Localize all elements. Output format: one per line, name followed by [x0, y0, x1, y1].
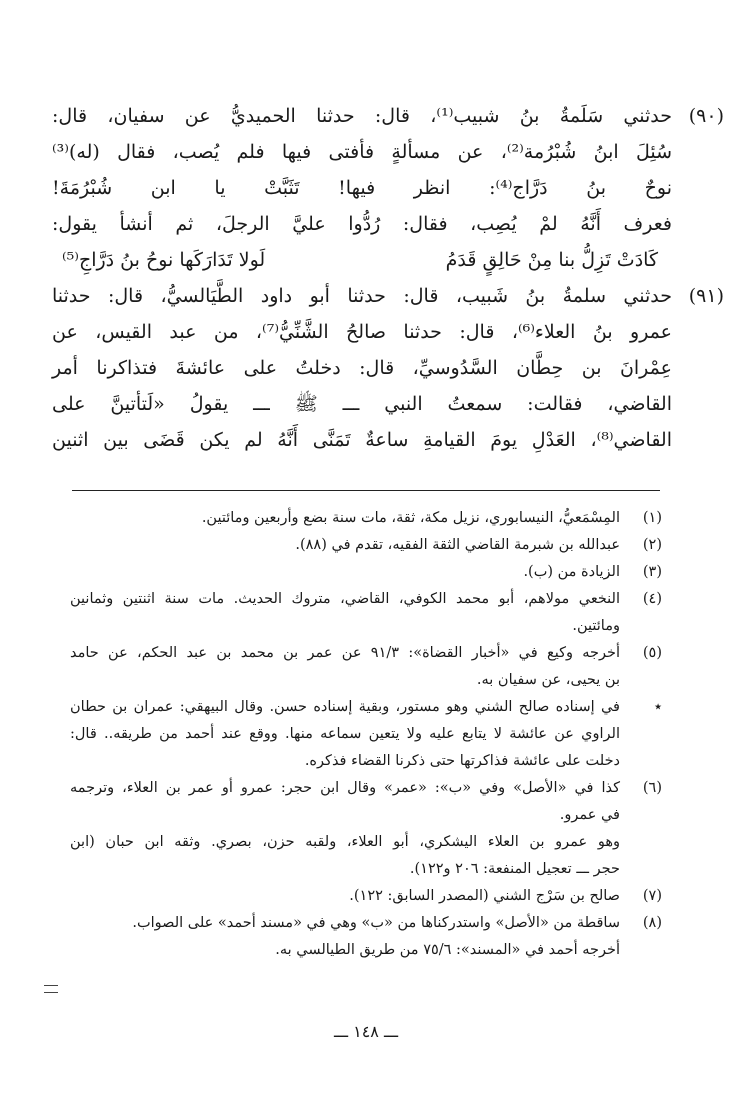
margin-mark	[44, 985, 58, 993]
footnotes	[70, 505, 660, 964]
footnote: (٧) صالح بن سَرْج الشني (المصدر السابق: ١٢٢).	[349, 888, 662, 904]
footnote: (٤) النخعي مولاهم، أبو محمد الكوفي، القاضي، متروك الحديث. مات سنة اثنتين وثمانين	[70, 591, 662, 607]
footnote-continuation: في عمرو.	[559, 807, 620, 823]
footnote-separator	[72, 490, 660, 491]
footnote-continuation: ومائتين.	[572, 618, 620, 634]
footnote: (٢) عبدالله بن شبرمة القاضي الثقة الفقيه، تقدم في (٨٨).	[295, 537, 662, 553]
main-line: عِمْرانَ بن حِطَّان السَّدُوسيِّ، قال: دخلتُ على عائشةَ فتذاكرنا أمر	[52, 357, 672, 379]
footnote-continuation: أخرجه أحمد في «المسند»: ٧٥/٦ من طريق الطيالسي به.	[275, 942, 620, 958]
footnote-continuation: الراوي عن عائشة لا يتابع عليه ولا يتعين سماعه منها. ووقع عند أحمد من طريقه.. قال:	[70, 726, 620, 742]
footnote: (١) المِسْمَعيُّ، النيسابوري، نزيل مكة، ثقة، مات سنة بضع وأربعين ومائتين.	[201, 510, 662, 526]
footnote-star: ٭ في إسناده صالح الشني وهو مستور، وبقية إسناده حسن. وقال البيهقي: عمران بن حطان	[70, 694, 660, 721]
verse-first-hemistich: كَادَتْ تَزِلُّ بنا مِنْ حَالِقٍ قَدَمُ	[445, 249, 658, 271]
footnote-continuation: حجر ـــ تعجيل المنفعة: ٢٠٦ و١٢٢).	[409, 861, 620, 877]
main-line: سُئِلَ ابنُ شُبْرُمة⁽²⁾، عن مسألةٍ فأفتى فيها فلم يُصب، فقال (له)⁽³⁾	[52, 141, 672, 163]
hadith-number: (٩١)	[688, 285, 724, 307]
main-line: القاضي، فقالت: سمعتُ النبي ـــ ﷺ ـــ يقولُ «لَتأتينَّ على	[52, 393, 672, 415]
main-line: فعرف أَنَّهُ لمْ يُصِب، فقال: رُدُّوا عليَّ الرجلَ، ثم أنشأ يقول:	[52, 213, 672, 235]
page-number: ـــ ١٤٨ ـــ	[333, 1022, 399, 1041]
main-line: القاضي⁽⁸⁾، العَدْلِ يومَ القيامةِ ساعةٌ تَمَنَّى أَنَّهُ لم يكن قَضَى بين اثنين	[52, 429, 672, 451]
footnote: (٨) ساقطة من «الأصل» واستدركناها من «ب» وهي في «مسند أحمد» على الصواب.	[132, 915, 662, 931]
main-line: (٩٠) حدثني سَلَمةُ بنُ شبيب⁽¹⁾، قال: حدثنا الحميديُّ عن سفيان، قال:	[52, 98, 672, 134]
footnote-continuation: وهو عمرو بن العلاء اليشكري، أبو العلاء، ولقبه حزن، بصري. وثقه ابن حبان (ابن	[70, 834, 620, 850]
footnote: (٣) الزيادة من (ب).	[523, 564, 662, 580]
main-text	[52, 98, 724, 458]
main-line: (٩١) حدثني سلمةُ بنُ شَبيب، قال: حدثنا أبو داود الطَّيَالسيُّ، قال: حدثنا	[52, 278, 672, 314]
main-line: عمرو بنُ العلاء⁽⁶⁾، قال: حدثنا صالحُ الشَّنِّيُّ⁽⁷⁾، من عبد القيس، عن	[52, 321, 672, 343]
verse-line	[52, 242, 672, 278]
footnote-continuation: دخلت على عائشة فذاكرتها حتى ذكرنا القضاء فذكره.	[304, 753, 620, 769]
footnote-continuation: بن يحيى، عن سفيان به.	[476, 672, 620, 688]
hadith-number: (٩٠)	[688, 105, 724, 127]
verse-second-hemistich: لَولا تَدَارَكَها نوحُ بنُ دَرَّاجِ⁽⁵⁾	[62, 249, 266, 271]
main-line: نوحٌ بنُ دَرَّاج⁽⁴⁾: انظر فيها! تَثَبَّتْ يا ابن شُبْرُمَةَ!	[52, 177, 672, 199]
star-marker: ٭	[654, 699, 662, 715]
footnote: (٥) أخرجه وكيع في «أخبار القضاة»: ٩١/٣ عن عمر بن محمد بن عبد الحكم، عن حامد	[70, 645, 662, 661]
footnote: (٦) كذا في «الأصل» وفي «ب»: «عمر» وقال ابن حجر: عمرو أو عمر بن العلاء، وترجمه	[70, 780, 662, 796]
